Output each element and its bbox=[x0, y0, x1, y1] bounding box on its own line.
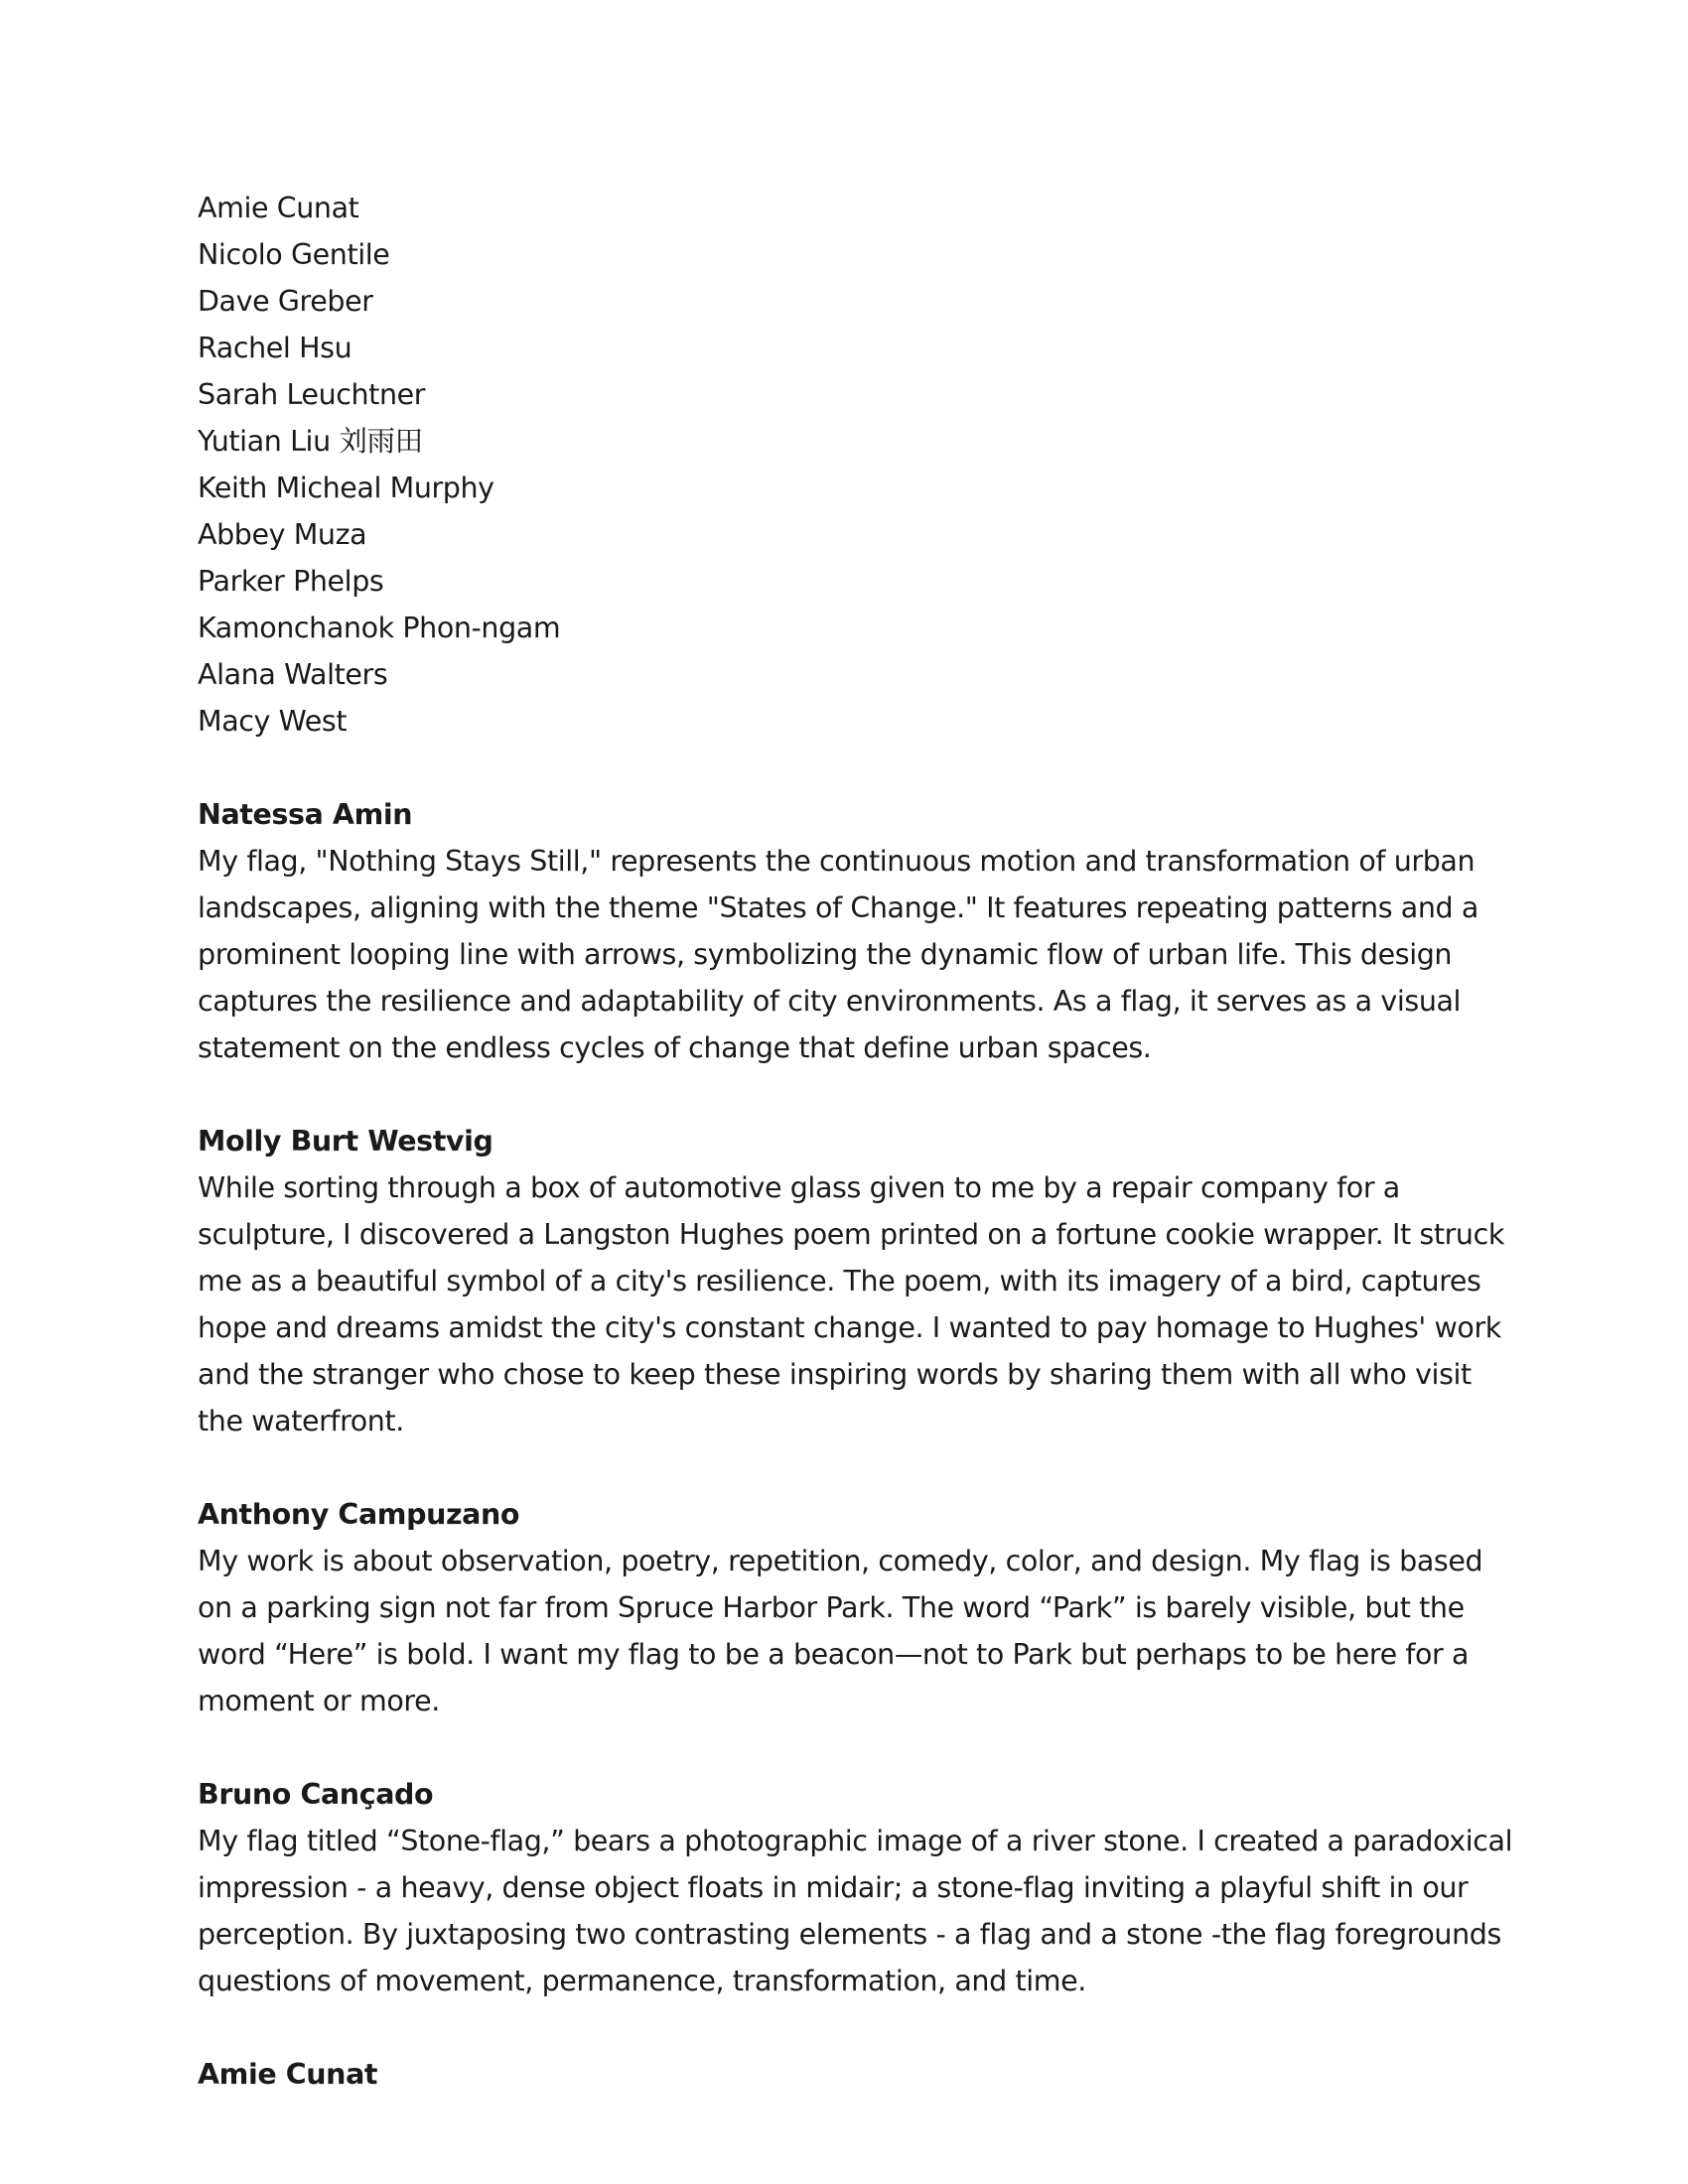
statement-line: landscapes, aligning with the theme "States of Change." It features repeating patterns and a bbox=[198, 891, 1478, 924]
artist-name: Nicolo Gentile bbox=[198, 238, 390, 271]
document-page bbox=[198, 185, 1513, 2098]
statement-line: perception. By juxtaposing two contrasting elements - a flag and a stone -the flag foregrounds bbox=[198, 1918, 1501, 1951]
artist-name: Keith Micheal Murphy bbox=[198, 472, 494, 504]
artist-name: Kamonchanok Phon-ngam bbox=[198, 612, 561, 644]
statement-line: word “Here” is bold. I want my flag to be a beacon—not to Park but perhaps to be here for a bbox=[198, 1638, 1470, 1671]
artist-name: Alana Walters bbox=[198, 658, 388, 691]
statement-line: sculpture, I discovered a Langston Hughes poem printed on a fortune cookie wrapper. It struck bbox=[198, 1218, 1504, 1251]
statement-line: me as a beautiful symbol of a city's resilience. The poem, with its imagery of a bird, captures bbox=[198, 1265, 1481, 1297]
artist-name: Amie Cunat bbox=[198, 192, 359, 224]
artist-name: Macy West bbox=[198, 705, 348, 738]
artist-name: Parker Phelps bbox=[198, 565, 384, 598]
statement-artist-name: Molly Burt Westvig bbox=[198, 1125, 493, 1158]
artist-statement bbox=[198, 1771, 1513, 2004]
statement-line: captures the resilience and adaptability of city environments. As a flag, it serves as a visual bbox=[198, 985, 1462, 1018]
artist-statement bbox=[198, 2051, 1508, 2098]
statement-artist-name: Natessa Amin bbox=[198, 798, 413, 831]
statement-line: statement on the endless cycles of change that define urban spaces. bbox=[198, 1031, 1152, 1064]
statement-line: My work is about observation, poetry, repetition, comedy, color, and design. My flag is based bbox=[198, 1545, 1483, 1577]
statement-artist-name: Anthony Campuzano bbox=[198, 1498, 520, 1531]
statement-line: While sorting through a box of automotive glass given to me by a repair company for a bbox=[198, 1171, 1400, 1204]
artist-statement bbox=[198, 1118, 1508, 1444]
statement-artist-name: Bruno Cançado bbox=[198, 1778, 434, 1811]
artist-name: Rachel Hsu bbox=[198, 332, 352, 364]
artist-name-list bbox=[198, 185, 1508, 745]
statement-line: hope and dreams amidst the city's constant change. I wanted to pay homage to Hughes' work bbox=[198, 1311, 1501, 1344]
statement-line: prominent looping line with arrows, symbolizing the dynamic flow of urban life. This design bbox=[198, 938, 1453, 971]
statement-artist-name: Amie Cunat bbox=[198, 2058, 378, 2091]
statement-line: the waterfront. bbox=[198, 1405, 404, 1437]
statement-line: and the stranger who chose to keep these inspiring words by sharing them with all who visit bbox=[198, 1358, 1472, 1391]
artist-name: Yutian Liu 刘雨田 bbox=[198, 425, 423, 458]
artist-statement bbox=[198, 1491, 1508, 1724]
artist-name: Sarah Leuchtner bbox=[198, 378, 426, 411]
artist-statement bbox=[198, 791, 1508, 1071]
statement-line: on a parking sign not far from Spruce Harbor Park. The word “Park” is barely visible, but the bbox=[198, 1591, 1465, 1624]
statement-line: My flag titled “Stone-flag,” bears a photographic image of a river stone. I created a paradoxical bbox=[198, 1825, 1513, 1857]
statement-line: My flag, "Nothing Stays Still," represents the continuous motion and transformation of urban bbox=[198, 845, 1476, 878]
artist-name: Abbey Muza bbox=[198, 518, 367, 551]
artist-name: Dave Greber bbox=[198, 285, 373, 318]
statement-line: questions of movement, permanence, transformation, and time. bbox=[198, 1965, 1086, 1997]
statement-line: impression - a heavy, dense object floats in midair; a stone-flag inviting a playful shift in our bbox=[198, 1871, 1469, 1904]
statement-line: moment or more. bbox=[198, 1685, 440, 1717]
